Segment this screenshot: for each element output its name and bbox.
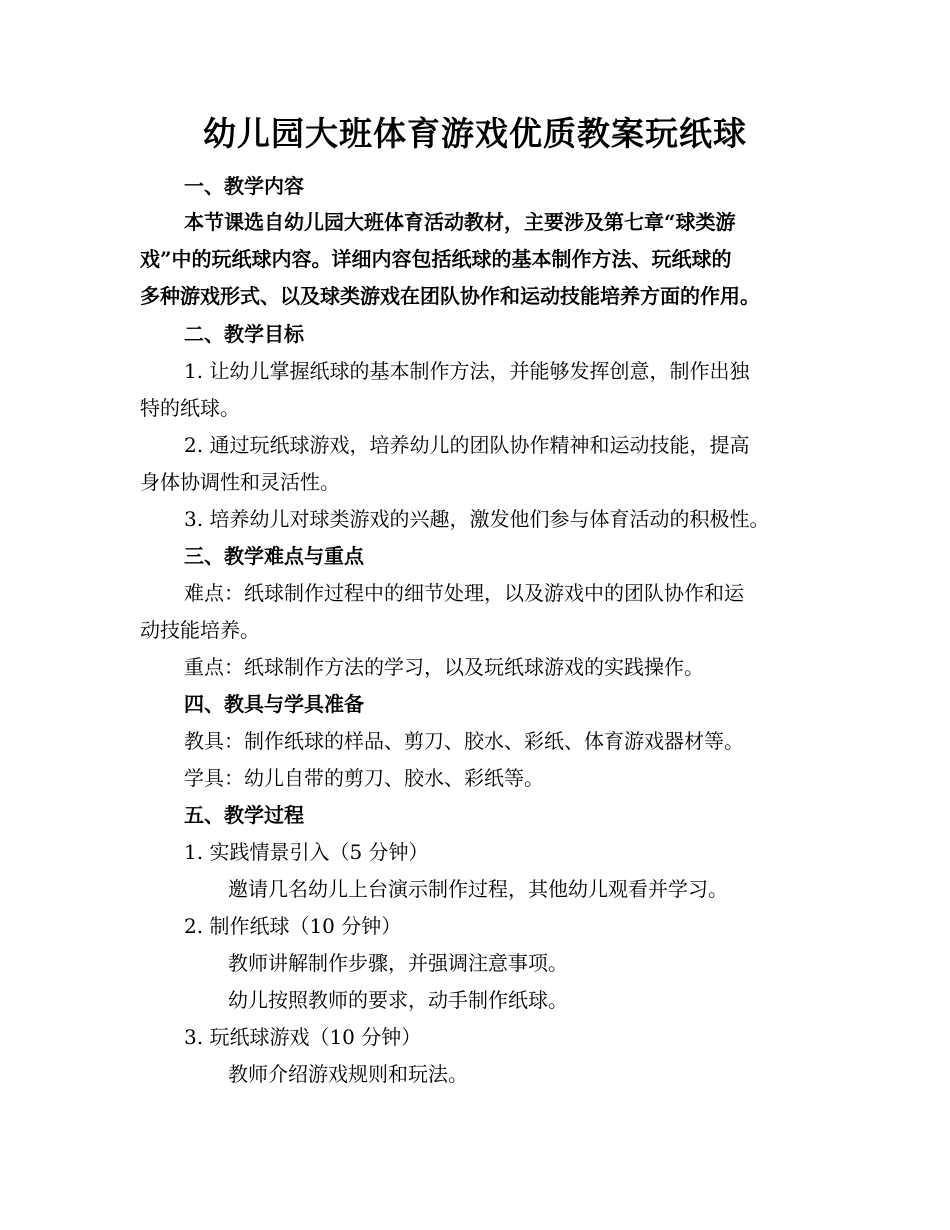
- section-heading-difficulty: 三、教学难点与重点: [184, 544, 364, 568]
- goal-item-1-line-2: 特的纸球。: [140, 396, 240, 420]
- teacher-tools-line: 教具：制作纸球的样品、剪刀、胶水、彩纸、体育游戏器材等。: [184, 729, 744, 753]
- process-step-3-detail-1: 教师介绍游戏规则和玩法。: [228, 1062, 468, 1086]
- process-step-2-detail-2: 幼儿按照教师的要求，动手制作纸球。: [228, 988, 568, 1012]
- content-paragraph-line-1: 本节课选自幼儿园大班体育活动教材，主要涉及第七章“球类游: [184, 210, 736, 234]
- goal-item-1-line-1: 1. 让幼儿掌握纸球的基本制作方法，并能够发挥创意，制作出独: [184, 359, 750, 383]
- process-step-1-title: 1. 实践情景引入（5 分钟）: [184, 840, 429, 864]
- process-step-2-detail-1: 教师讲解制作步骤，并强调注意事项。: [228, 951, 568, 975]
- document-title: 幼儿园大班体育游戏优质教案玩纸球: [203, 114, 747, 153]
- process-step-2-title: 2. 制作纸球（10 分钟）: [184, 914, 402, 938]
- section-heading-goals: 二、教学目标: [184, 322, 304, 346]
- goal-item-2-line-1: 2. 通过玩纸球游戏，培养幼儿的团队协作精神和运动技能，提高: [184, 433, 750, 457]
- content-paragraph-line-2: 戏”中的玩纸球内容。详细内容包括纸球的基本制作方法、玩纸球的: [140, 247, 732, 271]
- student-tools-line: 学具：幼儿自带的剪刀、胶水、彩纸等。: [184, 766, 544, 790]
- process-step-1-detail-1: 邀请几名幼儿上台演示制作过程，其他幼儿观看并学习。: [228, 877, 728, 901]
- difficulty-line-2: 动技能培养。: [140, 618, 260, 642]
- focus-line: 重点：纸球制作方法的学习，以及玩纸球游戏的实践操作。: [184, 655, 704, 679]
- section-heading-process: 五、教学过程: [184, 803, 304, 827]
- section-heading-prep: 四、教具与学具准备: [184, 692, 364, 716]
- difficulty-line-1: 难点：纸球制作过程中的细节处理，以及游戏中的团队协作和运: [184, 581, 744, 605]
- section-heading-content: 一、教学内容: [184, 174, 304, 198]
- goal-item-2-line-2: 身体协调性和灵活性。: [140, 470, 340, 494]
- content-paragraph-line-3: 多种游戏形式、以及球类游戏在团队协作和运动技能培养方面的作用。: [140, 284, 760, 308]
- goal-item-3-line-1: 3. 培养幼儿对球类游戏的兴趣，激发他们参与体育活动的积极性。: [184, 507, 770, 531]
- process-step-3-title: 3. 玩纸球游戏（10 分钟）: [184, 1025, 422, 1049]
